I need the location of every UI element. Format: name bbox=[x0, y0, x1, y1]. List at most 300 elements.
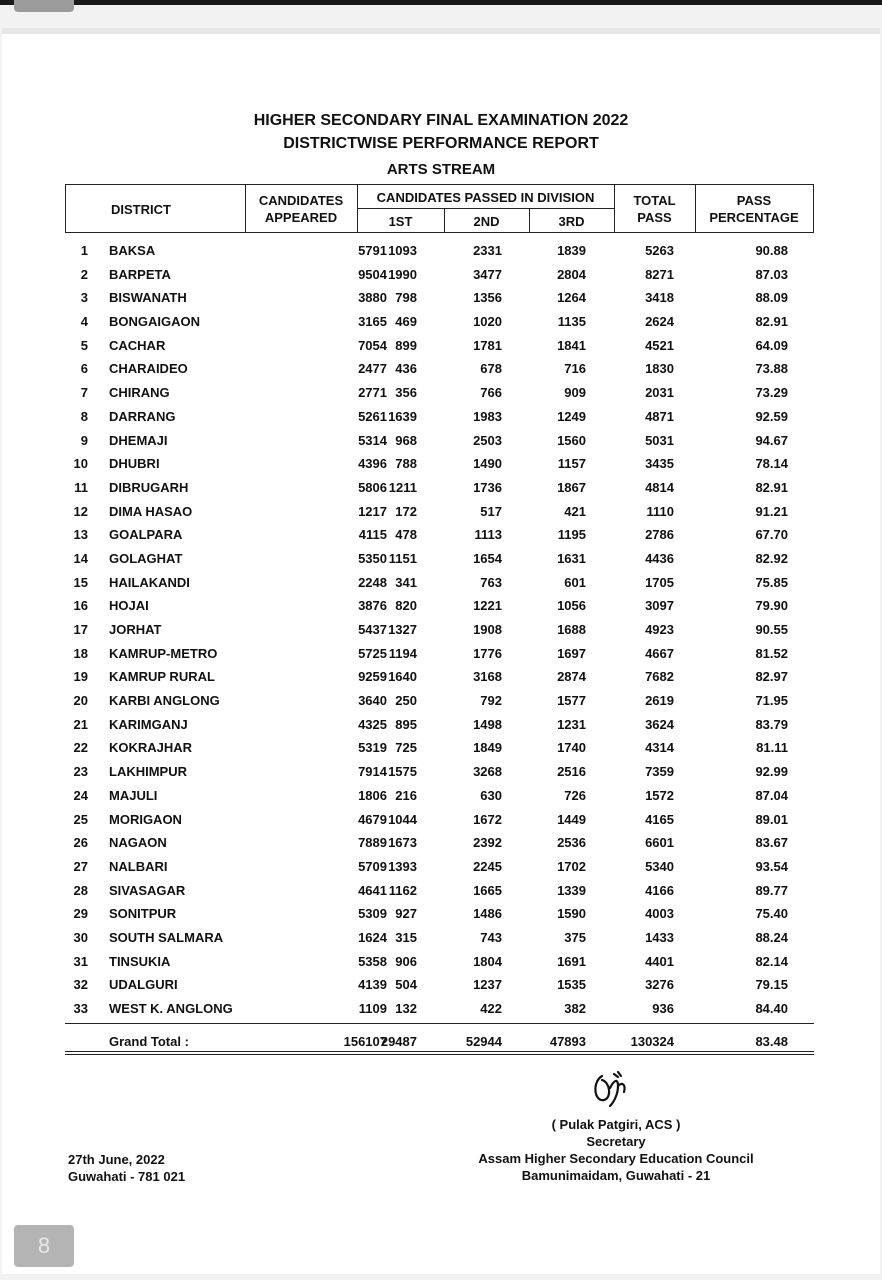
pass-percentage: 83.79 bbox=[755, 716, 788, 732]
passed-2nd: 3477 bbox=[473, 266, 502, 282]
pass-percentage: 67.70 bbox=[755, 527, 788, 543]
header-pass-line1: PASS bbox=[736, 193, 772, 208]
passed-1st: 1151 bbox=[388, 550, 417, 566]
total-pass: 3097 bbox=[645, 598, 674, 614]
pass-percentage: 92.59 bbox=[755, 408, 788, 424]
candidates-appeared: 5350 bbox=[358, 550, 387, 566]
total-pass: 2031 bbox=[645, 385, 674, 401]
passed-3rd: 421 bbox=[564, 503, 586, 519]
row-number: 3 bbox=[80, 290, 88, 306]
row-number: 14 bbox=[73, 550, 88, 566]
pass-percentage: 73.88 bbox=[755, 361, 788, 377]
passed-3rd: 1631 bbox=[557, 550, 586, 566]
passed-3rd: 2804 bbox=[557, 266, 586, 282]
district-name: DIMA HASAO bbox=[109, 503, 193, 519]
passed-1st: 1575 bbox=[388, 764, 417, 780]
candidates-appeared: 7889 bbox=[358, 835, 387, 851]
signatory-title: Secretary bbox=[586, 1134, 646, 1149]
pass-percentage: 64.09 bbox=[755, 337, 788, 353]
passed-1st: 469 bbox=[395, 314, 417, 330]
passed-1st: 899 bbox=[395, 337, 417, 353]
district-name: WEST K. ANGLONG bbox=[109, 1001, 233, 1016]
table-row bbox=[65, 239, 814, 263]
row-number: 17 bbox=[73, 622, 88, 637]
passed-3rd: 382 bbox=[564, 1001, 586, 1016]
passed-1st: 820 bbox=[395, 598, 417, 614]
passed-3rd: 1449 bbox=[557, 811, 586, 827]
row-number: 11 bbox=[74, 479, 88, 495]
table-row bbox=[65, 973, 814, 997]
signatory-organization: Assam Higher Secondary Education Council bbox=[478, 1151, 754, 1166]
pass-percentage: 93.54 bbox=[755, 858, 788, 874]
district-name: SONITPUR bbox=[109, 906, 177, 922]
district-name: MORIGAON bbox=[109, 811, 182, 827]
candidates-appeared: 4679 bbox=[358, 811, 387, 827]
candidates-appeared: 1806 bbox=[358, 787, 387, 803]
passed-3rd: 1839 bbox=[557, 243, 586, 258]
row-number: 8 bbox=[80, 408, 88, 424]
total-pass: 2619 bbox=[645, 693, 674, 709]
passed-1st: 1639 bbox=[388, 408, 417, 424]
passed-3rd: 601 bbox=[564, 574, 586, 590]
passed-1st: 1044 bbox=[388, 811, 417, 827]
page-number-badge[interactable]: 8 bbox=[14, 1225, 74, 1267]
candidates-appeared: 4139 bbox=[358, 977, 387, 993]
passed-3rd: 1195 bbox=[557, 527, 586, 543]
pass-percentage: 82.97 bbox=[755, 669, 788, 685]
table-row bbox=[65, 784, 814, 808]
district-name: TINSUKIA bbox=[109, 953, 171, 969]
pass-percentage: 73.29 bbox=[755, 385, 788, 401]
total-pass: 4166 bbox=[645, 882, 674, 898]
header-division-group: CANDIDATES PASSED IN DIVISION bbox=[376, 190, 595, 205]
total-pass: 5263 bbox=[645, 243, 674, 258]
candidates-appeared: 1217 bbox=[358, 503, 387, 519]
total-pass: 8271 bbox=[645, 266, 674, 282]
district-name: DHEMAJI bbox=[109, 432, 168, 448]
passed-3rd: 375 bbox=[564, 929, 586, 945]
passed-2nd: 678 bbox=[480, 361, 502, 377]
grand-total-row bbox=[65, 1034, 814, 1052]
row-number: 7 bbox=[80, 385, 88, 401]
previous-page-tab[interactable] bbox=[14, 0, 74, 12]
passed-1st: 1093 bbox=[388, 243, 417, 258]
passed-1st: 436 bbox=[395, 361, 417, 377]
passed-1st: 216 bbox=[395, 787, 417, 803]
row-number: 27 bbox=[73, 858, 88, 874]
passed-3rd: 1231 bbox=[557, 716, 586, 732]
passed-2nd: 1736 bbox=[473, 479, 502, 495]
pass-percentage: 81.52 bbox=[755, 645, 788, 661]
passed-3rd: 1157 bbox=[557, 456, 586, 472]
district-name: LAKHIMPUR bbox=[109, 764, 187, 780]
passed-2nd: 1490 bbox=[473, 456, 502, 472]
total-pass: 5340 bbox=[645, 858, 674, 874]
row-number: 21 bbox=[73, 716, 88, 732]
district-name: CHARAIDEO bbox=[109, 361, 188, 377]
passed-3rd: 1740 bbox=[557, 740, 586, 756]
pass-percentage: 91.21 bbox=[755, 503, 788, 519]
double-rule-top bbox=[65, 1051, 814, 1052]
passed-1st: 725 bbox=[395, 740, 417, 756]
row-number: 33 bbox=[73, 1001, 88, 1016]
table-row bbox=[65, 902, 814, 926]
passed-1st: 1162 bbox=[388, 882, 417, 898]
total-pass: 4436 bbox=[645, 550, 674, 566]
candidates-appeared: 4325 bbox=[358, 716, 387, 732]
total-pass: 3276 bbox=[645, 977, 674, 993]
passed-1st: 1211 bbox=[388, 479, 417, 495]
passed-1st: 906 bbox=[395, 953, 417, 969]
row-number: 9 bbox=[80, 432, 88, 448]
header-candidates-line2: APPEARED bbox=[264, 210, 338, 225]
district-name: HOJAI bbox=[109, 598, 149, 614]
total-pass: 4667 bbox=[645, 645, 674, 661]
candidates-appeared: 7914 bbox=[358, 764, 387, 780]
header-total-line2: PASS bbox=[637, 210, 672, 225]
candidates-appeared: 5725 bbox=[358, 645, 387, 661]
passed-1st: 1194 bbox=[388, 645, 417, 661]
table-row bbox=[65, 452, 814, 476]
row-number: 2 bbox=[80, 266, 88, 282]
passed-2nd: 743 bbox=[480, 929, 502, 945]
table-row bbox=[65, 429, 814, 453]
district-name: BONGAIGAON bbox=[109, 314, 200, 330]
issue-date: 27th June, 2022 bbox=[68, 1152, 165, 1167]
passed-2nd: 1356 bbox=[473, 290, 502, 306]
passed-1st: 504 bbox=[395, 977, 417, 993]
row-number: 6 bbox=[80, 361, 88, 377]
passed-2nd: 1781 bbox=[473, 337, 502, 353]
total-pass: 5031 bbox=[645, 432, 674, 448]
total-pass: 1572 bbox=[645, 787, 674, 803]
district-name: BARPETA bbox=[109, 266, 171, 282]
table-row bbox=[65, 760, 814, 784]
district-name: SOUTH SALMARA bbox=[109, 929, 224, 945]
total-pass: 4314 bbox=[645, 740, 674, 756]
district-name: NAGAON bbox=[109, 835, 167, 851]
table-row bbox=[65, 950, 814, 974]
top-status-bar bbox=[0, 0, 882, 5]
candidates-appeared: 4641 bbox=[358, 882, 387, 898]
table-row bbox=[65, 665, 814, 689]
candidates-appeared: 1109 bbox=[358, 1001, 387, 1016]
passed-1st: 250 bbox=[395, 693, 417, 709]
passed-1st: 927 bbox=[395, 906, 417, 922]
total-pass: 4165 bbox=[645, 811, 674, 827]
table-row bbox=[65, 618, 814, 642]
candidates-appeared: 9504 bbox=[358, 266, 387, 282]
district-name: CACHAR bbox=[109, 337, 166, 353]
total-pass: 2624 bbox=[645, 314, 674, 330]
passed-3rd: 2874 bbox=[557, 669, 586, 685]
header-1st: 1ST bbox=[388, 214, 413, 229]
table-row bbox=[65, 357, 814, 381]
grand-total-2nd: 52944 bbox=[465, 1034, 502, 1049]
passed-2nd: 3268 bbox=[473, 764, 502, 780]
table-row bbox=[65, 547, 814, 571]
pass-percentage: 90.55 bbox=[755, 622, 788, 637]
candidates-appeared: 2248 bbox=[358, 574, 387, 590]
total-pass: 6601 bbox=[645, 835, 674, 851]
passed-1st: 798 bbox=[395, 290, 417, 306]
passed-1st: 895 bbox=[395, 716, 417, 732]
table-row bbox=[65, 334, 814, 358]
row-number: 25 bbox=[73, 811, 88, 827]
table-row bbox=[65, 926, 814, 950]
row-number: 19 bbox=[73, 669, 88, 685]
passed-2nd: 2503 bbox=[473, 432, 502, 448]
district-name: JORHAT bbox=[109, 622, 162, 637]
pass-percentage: 79.15 bbox=[755, 977, 788, 993]
table-row bbox=[65, 263, 814, 287]
passed-2nd: 630 bbox=[480, 787, 502, 803]
passed-1st: 315 bbox=[395, 929, 417, 945]
district-name: DIBRUGARH bbox=[109, 479, 189, 495]
table-row bbox=[65, 405, 814, 429]
header-total-line1: TOTAL bbox=[633, 193, 676, 208]
passed-3rd: 1697 bbox=[557, 645, 586, 661]
candidates-appeared: 4396 bbox=[358, 456, 387, 472]
candidates-appeared: 4115 bbox=[358, 527, 387, 543]
passed-2nd: 1498 bbox=[473, 716, 502, 732]
pass-percentage: 82.92 bbox=[755, 550, 788, 566]
passed-2nd: 1237 bbox=[473, 977, 502, 993]
passed-3rd: 1056 bbox=[557, 598, 586, 614]
signature-mark bbox=[588, 1068, 638, 1108]
passed-3rd: 2516 bbox=[557, 764, 586, 780]
table-row bbox=[65, 808, 814, 832]
passed-1st: 788 bbox=[395, 456, 417, 472]
pass-percentage: 75.85 bbox=[755, 574, 788, 590]
passed-2nd: 2392 bbox=[473, 835, 502, 851]
total-pass: 4923 bbox=[645, 622, 674, 637]
signatory-block bbox=[476, 1116, 756, 1184]
total-pass: 4871 bbox=[645, 408, 674, 424]
candidates-appeared: 3165 bbox=[358, 314, 387, 330]
passed-1st: 356 bbox=[395, 385, 417, 401]
table-row bbox=[65, 713, 814, 737]
total-pass: 3435 bbox=[645, 456, 674, 472]
row-number: 24 bbox=[73, 787, 88, 803]
passed-1st: 1673 bbox=[388, 835, 417, 851]
table-row bbox=[65, 571, 814, 595]
pass-percentage: 84.40 bbox=[755, 1001, 788, 1016]
candidates-appeared: 3880 bbox=[358, 290, 387, 306]
table-row bbox=[65, 500, 814, 524]
table-row bbox=[65, 381, 814, 405]
table-row bbox=[65, 997, 814, 1021]
table-row bbox=[65, 310, 814, 334]
candidates-appeared: 5314 bbox=[358, 432, 387, 448]
total-pass: 1433 bbox=[645, 929, 674, 945]
passed-3rd: 1688 bbox=[557, 622, 586, 637]
passed-2nd: 1672 bbox=[473, 811, 502, 827]
signatory-name: ( Pulak Patgiri, ACS ) bbox=[551, 1117, 681, 1132]
candidates-appeared: 2771 bbox=[358, 385, 387, 401]
passed-3rd: 1867 bbox=[557, 479, 586, 495]
passed-1st: 1393 bbox=[388, 858, 417, 874]
district-name: KARIMGANJ bbox=[109, 716, 188, 732]
table-row bbox=[65, 476, 814, 500]
district-name: DHUBRI bbox=[109, 456, 160, 472]
pass-percentage: 79.90 bbox=[755, 598, 788, 614]
total-pass: 3624 bbox=[645, 716, 674, 732]
district-name: GOLAGHAT bbox=[109, 550, 183, 566]
total-pass: 4521 bbox=[645, 337, 674, 353]
double-rule-bottom bbox=[65, 1054, 814, 1055]
row-number: 26 bbox=[73, 835, 88, 851]
report-title: HIGHER SECONDARY FINAL EXAMINATION 2022 bbox=[253, 112, 629, 129]
pass-percentage: 94.67 bbox=[755, 432, 788, 448]
table-row bbox=[65, 689, 814, 713]
passed-2nd: 1776 bbox=[473, 645, 502, 661]
row-number: 5 bbox=[80, 337, 88, 353]
total-pass: 1830 bbox=[645, 361, 674, 377]
pass-percentage: 87.03 bbox=[755, 266, 788, 282]
row-number: 16 bbox=[73, 598, 88, 614]
grand-total-label: Grand Total : bbox=[109, 1034, 189, 1049]
candidates-appeared: 5319 bbox=[358, 740, 387, 756]
passed-2nd: 766 bbox=[480, 385, 502, 401]
row-number: 12 bbox=[73, 503, 88, 519]
row-number: 20 bbox=[73, 693, 88, 709]
pass-percentage: 88.09 bbox=[755, 290, 788, 306]
passed-1st: 172 bbox=[395, 503, 417, 519]
pass-percentage: 90.88 bbox=[755, 243, 788, 258]
passed-2nd: 1654 bbox=[473, 550, 502, 566]
district-name: UDALGURI bbox=[109, 977, 178, 993]
passed-2nd: 1804 bbox=[473, 953, 502, 969]
header-candidates-line1: CANDIDATES bbox=[258, 193, 344, 208]
passed-2nd: 1665 bbox=[473, 882, 502, 898]
passed-2nd: 2331 bbox=[473, 243, 502, 258]
passed-3rd: 1249 bbox=[557, 408, 586, 424]
district-name: DARRANG bbox=[109, 408, 176, 424]
passed-2nd: 422 bbox=[480, 1001, 502, 1016]
candidates-appeared: 5709 bbox=[358, 858, 387, 874]
total-pass: 936 bbox=[652, 1001, 674, 1016]
candidates-appeared: 5261 bbox=[358, 408, 387, 424]
pass-percentage: 78.14 bbox=[755, 456, 788, 472]
passed-3rd: 1691 bbox=[557, 953, 586, 969]
pass-percentage: 82.91 bbox=[755, 314, 788, 330]
total-pass: 2786 bbox=[645, 527, 674, 543]
passed-3rd: 726 bbox=[564, 787, 586, 803]
candidates-appeared: 3876 bbox=[358, 598, 387, 614]
pass-percentage: 71.95 bbox=[755, 693, 788, 709]
passed-3rd: 1577 bbox=[557, 693, 586, 709]
candidates-appeared: 3640 bbox=[358, 693, 387, 709]
row-number: 23 bbox=[73, 764, 88, 780]
passed-3rd: 1702 bbox=[557, 858, 586, 874]
table-row bbox=[65, 642, 814, 666]
district-name: MAJULI bbox=[109, 787, 158, 803]
header-3rd: 3RD bbox=[558, 214, 585, 229]
pass-percentage: 89.77 bbox=[755, 882, 788, 898]
total-pass: 4401 bbox=[645, 953, 674, 969]
table-row bbox=[65, 736, 814, 760]
table-row bbox=[65, 286, 814, 310]
passed-3rd: 1264 bbox=[557, 290, 586, 306]
table-header bbox=[65, 184, 814, 233]
passed-2nd: 1486 bbox=[473, 906, 502, 922]
table-row bbox=[65, 855, 814, 879]
passed-2nd: 1020 bbox=[473, 314, 502, 330]
candidates-appeared: 2477 bbox=[358, 361, 387, 377]
pass-percentage: 87.04 bbox=[755, 787, 788, 803]
district-name: NALBARI bbox=[109, 858, 168, 874]
passed-3rd: 1841 bbox=[557, 337, 586, 353]
total-pass: 7682 bbox=[645, 669, 674, 685]
stream-label: ARTS STREAM bbox=[386, 161, 496, 178]
issue-place: Guwahati - 781 021 bbox=[68, 1169, 186, 1184]
row-number: 31 bbox=[73, 953, 88, 969]
grand-total-1st: 29487 bbox=[380, 1034, 417, 1049]
passed-3rd: 1135 bbox=[557, 314, 586, 330]
passed-1st: 968 bbox=[395, 432, 417, 448]
passed-3rd: 1590 bbox=[557, 906, 586, 922]
pass-percentage: 88.24 bbox=[755, 929, 788, 945]
header-district: DISTRICT bbox=[111, 202, 171, 217]
district-name: SIVASAGAR bbox=[109, 882, 186, 898]
passed-1st: 132 bbox=[395, 1001, 417, 1016]
row-number: 28 bbox=[73, 882, 88, 898]
passed-3rd: 716 bbox=[564, 361, 586, 377]
district-name: CHIRANG bbox=[109, 385, 170, 401]
signatory-address: Bamunimaidam, Guwahati - 21 bbox=[521, 1168, 711, 1183]
pass-percentage: 81.11 bbox=[756, 740, 788, 756]
passed-2nd: 1113 bbox=[474, 527, 502, 543]
pass-percentage: 83.67 bbox=[755, 835, 788, 851]
row-number: 22 bbox=[73, 740, 88, 756]
row-number: 30 bbox=[73, 929, 88, 945]
passed-2nd: 1221 bbox=[473, 598, 502, 614]
passed-3rd: 1339 bbox=[557, 882, 586, 898]
district-name: GOALPARA bbox=[109, 527, 183, 543]
total-pass: 3418 bbox=[645, 290, 674, 306]
grand-total-pass: 130324 bbox=[630, 1034, 674, 1049]
row-number: 4 bbox=[80, 314, 88, 330]
total-pass: 7359 bbox=[645, 764, 674, 780]
passed-2nd: 517 bbox=[480, 503, 502, 519]
total-pass: 1705 bbox=[645, 574, 674, 590]
passed-2nd: 3168 bbox=[473, 669, 502, 685]
row-number: 32 bbox=[73, 977, 88, 993]
total-pass: 1110 bbox=[646, 503, 674, 519]
candidates-appeared: 7054 bbox=[358, 337, 387, 353]
passed-2nd: 1908 bbox=[473, 622, 502, 637]
pass-percentage: 82.14 bbox=[755, 953, 788, 969]
total-separator bbox=[65, 1023, 814, 1024]
table-row bbox=[65, 594, 814, 618]
row-number: 15 bbox=[73, 574, 88, 590]
passed-2nd: 1983 bbox=[473, 408, 502, 424]
passed-1st: 478 bbox=[395, 527, 417, 543]
district-name: KAMRUP-METRO bbox=[109, 645, 218, 661]
passed-1st: 1990 bbox=[388, 266, 417, 282]
district-name: KARBI ANGLONG bbox=[109, 693, 220, 709]
grand-total-percentage: 83.48 bbox=[755, 1034, 788, 1049]
candidates-appeared: 1624 bbox=[358, 929, 387, 945]
pass-percentage: 75.40 bbox=[755, 906, 788, 922]
grand-total-appeared: 156107 bbox=[343, 1034, 387, 1049]
candidates-appeared: 9259 bbox=[358, 669, 387, 685]
passed-1st: 341 bbox=[395, 574, 417, 590]
passed-2nd: 763 bbox=[480, 574, 502, 590]
passed-2nd: 2245 bbox=[473, 858, 502, 874]
candidates-appeared: 5309 bbox=[358, 906, 387, 922]
